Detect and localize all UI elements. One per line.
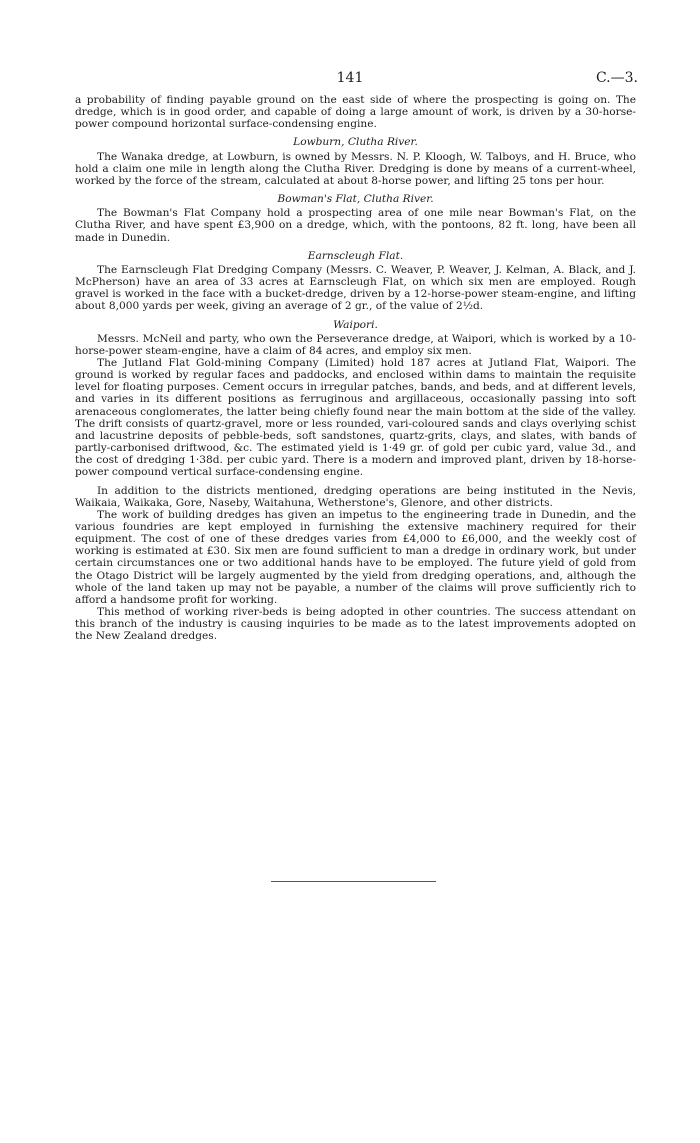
paragraph-wanaka-dredge: The Wanaka dredge, at Lowburn, is owned by Messrs. N. P. Kloogh, W. Talboys, and H. Bruce, who hold a claim one mile in length along the Clutha River. Dredging is done by means of a current-wheel, worked by the force of the stream, calculated at about 8-horse power, and lifting 25 tons per hour. — [75, 150, 636, 187]
section-divider — [271, 881, 436, 882]
page-body — [75, 94, 636, 643]
section-heading-bowmans-flat: Bowman's Flat, Clutha River. — [277, 193, 434, 206]
page-number: 141 — [336, 70, 364, 86]
paragraph-other-countries: This method of working river-beds is being adopted in other countries. The success attendant on this branch of the industry is causing inquiries to be made as to the latest improvements adopted on the New Zealand dredges. — [75, 606, 636, 643]
paragraph-jutland-flat: The Jutland Flat Gold-mining Company (Limited) hold 187 acres at Jutland Flat, Waipori. The ground is worked by regular faces and paddocks, and enclosed within dams to maintain the requisite level for floating purposes. Cement occurs in irregular patches, bands, and beds, and at different levels, and varies in its different positions as ferruginous and argillaceous, occasionally passing into soft arenaceous conglomerates, the latter being chiefly found near the main bottom at the side of the valley. The drift consists of quartz-gravel, more or less rounded, vari-coloured sands and clays overlying schist and lacustrine deposits of pebble-beds, soft sandstones, quartz-grits, clays, and slates, with bands of partly-carbonised driftwood, &c. The estimated yield is 1·49 gr. of gold per cubic yard, value 3d., and the cost of dredging 1·38d. per cubic yard. There is a modern and improved plant, driven by 18-horse-power compound vertical surface-condensing engine. — [75, 356, 636, 479]
paragraph-perseverance-dredge: Messrs. McNeil and party, who own the Perseverance dredge, at Waipori, which is worked by a 10-horse-power steam-engine, have a claim of 84 acres, and employ six men. — [75, 332, 636, 357]
paragraph-continued: a probability of finding payable ground on the east side of where the prospecting is going on. The dredge, which is in good order, and capable of doing a large amount of work, is driven by a 30-horse-power compound horizontal surface-condensing engine. — [75, 94, 636, 131]
paragraph-bowmans-flat: The Bowman's Flat Company hold a prospecting area of one mile near Bowman's Flat, on the Clutha River, and have spent £3,900 on a dredge, which, with the pontoons, 82 ft. long, have been all made in Dunedin. — [75, 207, 636, 244]
section-heading-lowburn: Lowburn, Clutha River. — [293, 136, 418, 149]
paragraph-earnscleugh: The Earnscleugh Flat Dredging Company (Messrs. C. Weaver, P. Weaver, J. Kelman, A. Black, and J. McPherson) have an area of 33 acres at Earnscleugh Flat, on which six men are employed. Rough gravel is worked in the face with a bucket-dredge, driven by a 12-horse-power steam-engine, and lifting about 8,000 yards per week, giving an average of 2 gr., of the value of 2½d. — [75, 263, 636, 313]
page-header — [0, 70, 700, 90]
paragraph-other-districts: In addition to the districts mentioned, dredging operations are being instituted in the Nevis, Waikaia, Waikaka, Gore, Naseby, Waitahuna, Wetherstone's, Glenore, and other districts. — [75, 484, 636, 509]
paragraph-engineering-trade: The work of building dredges has given an impetus to the engineering trade in Dunedin, and the various foundries are kept employed in furnishing the extensive machinery required for their equipment. The cost of one of these dredges varies from £4,000 to £6,000, and the weekly cost of working is estimated at £30. Six men are found sufficient to man a dredge in ordinary work, but under certain circumstances one or two additional hands have to be employed. The future yield of gold from the Otago District will be largely augmented by the yield from dredging operations, and, although the whole of the land taken up may not be payable, a number of the claims will prove sufficiently rich to afford a handsome profit for working. — [75, 508, 636, 606]
section-heading-waipori: Waipori. — [333, 318, 378, 331]
document-reference: C.—3. — [595, 70, 638, 86]
section-heading-earnscleugh: Earnscleugh Flat. — [307, 249, 404, 262]
